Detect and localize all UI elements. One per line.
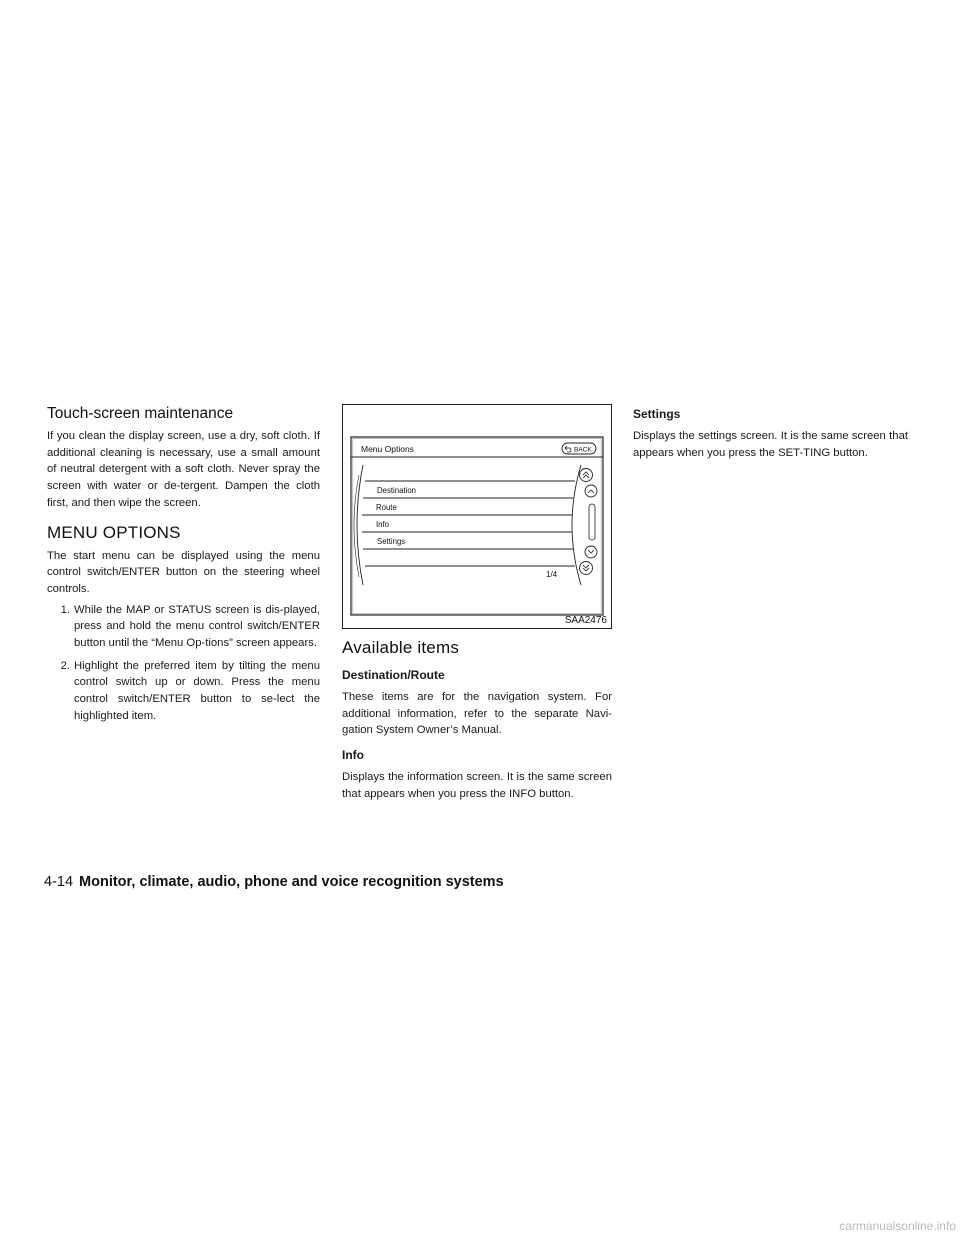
section-title: Monitor, climate, audio, phone and voice recognition systems xyxy=(79,874,504,890)
menu-item-info[interactable]: Info xyxy=(376,520,390,529)
step-item xyxy=(47,602,320,652)
info-paragraph: Displays the information screen. It is the same screen that appears when you press the INFO button. xyxy=(342,771,612,800)
menu-options-heading: MENU OPTIONS xyxy=(47,522,181,542)
back-button[interactable] xyxy=(562,443,596,454)
step-item xyxy=(47,658,320,725)
screen-title: Menu Options xyxy=(361,444,414,454)
page-footer xyxy=(44,874,504,890)
page-up-button[interactable] xyxy=(580,469,593,482)
page-down-button[interactable] xyxy=(580,562,593,575)
left-column xyxy=(47,404,320,731)
settings-paragraph: Displays the settings screen. It is the same screen that appears when you press the SET-TING button. xyxy=(633,430,908,459)
step-number: 1. xyxy=(60,603,70,616)
touch-screen-paragraph: If you clean the display screen, use a dry, soft cloth. If additional cleaning is necessary, use a small amount of neutral detergent with a soft cloth. Never spray the screen with water or de-tergent. Dampen the cloth first, and then wipe the screen. xyxy=(47,430,320,509)
destination-route-paragraph: These items are for the navigation system. For additional information, refer to the separate Navi-gation System Owner’s Manual. xyxy=(342,691,612,737)
available-items-heading: Available items xyxy=(342,638,460,657)
page-indicator: 1/4 xyxy=(546,570,558,579)
watermark: carmanualsonline.info xyxy=(839,1219,956,1233)
menu-options-screen-figure xyxy=(342,404,612,629)
back-button-label: BACK xyxy=(574,446,592,454)
info-heading: Info xyxy=(342,748,364,763)
scroll-down-button[interactable] xyxy=(585,546,597,558)
steps-list xyxy=(47,602,320,725)
step-number: 2. xyxy=(60,659,70,672)
scrollbar[interactable] xyxy=(589,504,595,540)
settings-heading: Settings xyxy=(633,407,681,421)
scroll-up-button[interactable] xyxy=(585,485,597,497)
menu-item-settings[interactable]: Settings xyxy=(377,537,406,546)
destination-route-heading: Destination/Route xyxy=(342,668,445,682)
menu-options-intro: The start menu can be displayed using the menu control switch/ENTER button on the steering wheel controls. xyxy=(47,549,320,595)
middle-column xyxy=(342,404,612,803)
page-number: 4-14 xyxy=(44,874,74,890)
menu-item-destination[interactable]: Destination xyxy=(377,486,417,495)
step-text: While the MAP or STATUS screen is dis-played, press and hold the menu control switch/ENTER button until the “Menu Op-tions” screen appears. xyxy=(74,603,320,650)
touch-screen-heading: Touch-screen maintenance xyxy=(47,405,234,422)
figure-code: SAA2476 xyxy=(564,615,607,626)
step-text: Highlight the preferred item by tilting the menu control switch up or down. Press the menu control switch/ENTER button to se-lect the highlighted item. xyxy=(74,659,320,722)
screen-illustration xyxy=(343,405,613,630)
right-column xyxy=(633,404,908,461)
menu-item-route[interactable]: Route xyxy=(376,503,397,512)
